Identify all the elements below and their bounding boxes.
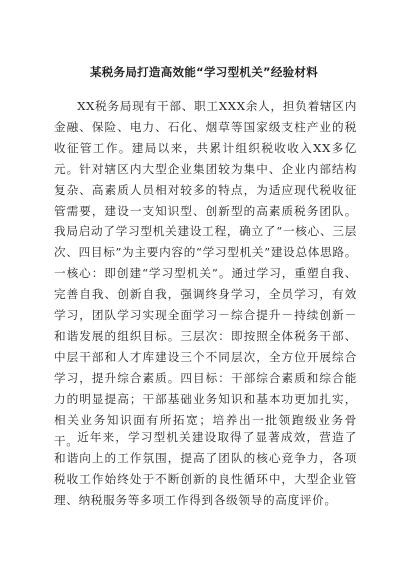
- body-paragraph: 近年来，学习型机关建设取得了显著成效，营造了和谐向上的工作氛围，提高了团队的核心竞争力，各项税收工作始终处于不断创新的良性循环中，大型企业管理、纳税服务等多项工作得到各级领导的高度评价。: [54, 430, 357, 507]
- document-title: 某税务局打造高效能“学习型机关”经验材料: [89, 65, 319, 79]
- body-paragraph: XX税务局现有干部、职工XXX余人，担负着辖区内金融、保险、电力、石化、烟草等国家级支柱产业的税收征管工作。建局以来，共累计组织税收收入XX多亿元。针对辖区内大型企业集团较为集中、企业内部结构复杂、高素质人员相对较多的特点，为适应现代税收征管需要，建设一支知识型、创新型的高素质税务团队。我局启动了学习型机关建设工程，确立了“一核心、三层次、四目标”为主要内容的“学习型机关”建设总体思路。一核心：即创建“学习型机关”。通过学习，重塑自我、完善自我、创新自我，强调终身学习，全员学习，有效学习，团队学习实现全面学习－综合提升－持续创新－和谐发展的组织目标。三层次：即按照全体税务干部、中层干部和人才库建设三个不同层次，全方位开展综合学习，提升综合素质。四目标：干部综合素质和综合能力的明显提高；干部基础业务知识和基本功更加扎实，相关业务知识面有所拓宽；培养出一批领跑级业务骨干。: [54, 99, 357, 448]
